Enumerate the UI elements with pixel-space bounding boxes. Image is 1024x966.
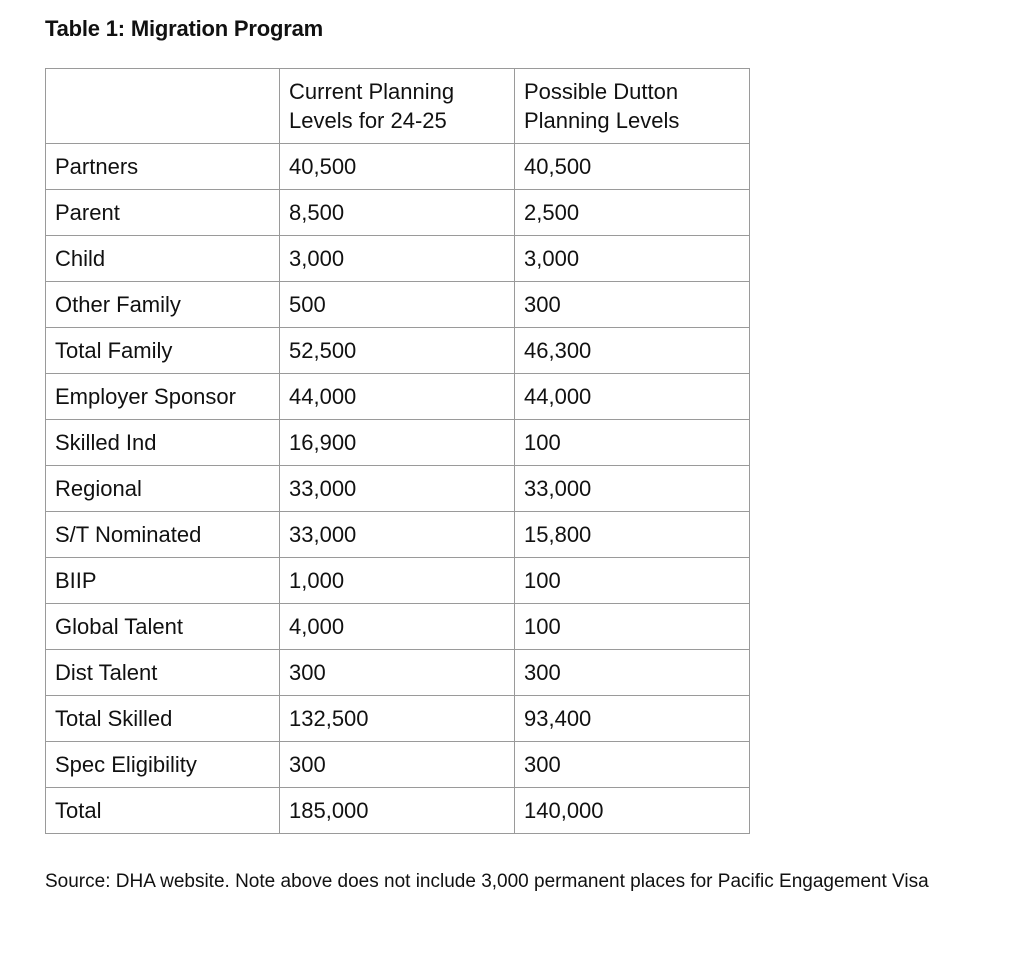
row-label: Total Skilled xyxy=(46,696,280,742)
row-label: Total Family xyxy=(46,328,280,374)
dutton-value: 44,000 xyxy=(515,374,750,420)
dutton-value: 93,400 xyxy=(515,696,750,742)
current-value: 3,000 xyxy=(280,236,515,282)
row-label: Dist Talent xyxy=(46,650,280,696)
table-row xyxy=(46,788,750,834)
dutton-value: 100 xyxy=(515,420,750,466)
table-row xyxy=(46,420,750,466)
row-label: Spec Eligibility xyxy=(46,742,280,788)
table-header xyxy=(46,69,750,144)
table-row xyxy=(46,696,750,742)
current-value: 44,000 xyxy=(280,374,515,420)
dutton-value: 33,000 xyxy=(515,466,750,512)
row-label: Employer Sponsor xyxy=(46,374,280,420)
table-title: Table 1: Migration Program xyxy=(45,16,323,41)
current-value: 16,900 xyxy=(280,420,515,466)
row-label: Skilled Ind xyxy=(46,420,280,466)
table-row xyxy=(46,190,750,236)
header-cell-current-planning: Current Planning Levels for 24-25 xyxy=(280,69,515,144)
row-label: Regional xyxy=(46,466,280,512)
row-label: Other Family xyxy=(46,282,280,328)
dutton-value: 300 xyxy=(515,650,750,696)
row-label: Partners xyxy=(46,144,280,190)
current-value: 4,000 xyxy=(280,604,515,650)
current-value: 33,000 xyxy=(280,512,515,558)
row-label: BIIP xyxy=(46,558,280,604)
current-value: 300 xyxy=(280,742,515,788)
current-value: 40,500 xyxy=(280,144,515,190)
table-row xyxy=(46,512,750,558)
row-label: Child xyxy=(46,236,280,282)
dutton-value: 100 xyxy=(515,558,750,604)
current-value: 185,000 xyxy=(280,788,515,834)
table-row xyxy=(46,604,750,650)
table-row xyxy=(46,650,750,696)
table-row xyxy=(46,558,750,604)
table-row xyxy=(46,466,750,512)
current-value: 500 xyxy=(280,282,515,328)
table-row xyxy=(46,328,750,374)
current-value: 300 xyxy=(280,650,515,696)
source-note: Source: DHA website. Note above does not include 3,000 permanent places for Pacific Engagement Visa xyxy=(45,871,929,892)
current-value: 33,000 xyxy=(280,466,515,512)
migration-program-table xyxy=(45,68,750,834)
dutton-value: 2,500 xyxy=(515,190,750,236)
dutton-value: 40,500 xyxy=(515,144,750,190)
dutton-value: 100 xyxy=(515,604,750,650)
row-label: S/T Nominated xyxy=(46,512,280,558)
row-label: Total xyxy=(46,788,280,834)
table-body xyxy=(46,144,750,834)
header-cell-dutton-planning: Possible Dutton Planning Levels xyxy=(515,69,750,144)
dutton-value: 300 xyxy=(515,742,750,788)
table-row xyxy=(46,236,750,282)
header-row xyxy=(46,69,750,144)
table-row xyxy=(46,742,750,788)
table-row xyxy=(46,282,750,328)
dutton-value: 140,000 xyxy=(515,788,750,834)
row-label: Global Talent xyxy=(46,604,280,650)
dutton-value: 46,300 xyxy=(515,328,750,374)
row-label: Parent xyxy=(46,190,280,236)
current-value: 52,500 xyxy=(280,328,515,374)
header-cell-category xyxy=(46,69,280,144)
dutton-value: 300 xyxy=(515,282,750,328)
dutton-value: 15,800 xyxy=(515,512,750,558)
current-value: 1,000 xyxy=(280,558,515,604)
dutton-value: 3,000 xyxy=(515,236,750,282)
current-value: 8,500 xyxy=(280,190,515,236)
table-row xyxy=(46,374,750,420)
table-row xyxy=(46,144,750,190)
current-value: 132,500 xyxy=(280,696,515,742)
